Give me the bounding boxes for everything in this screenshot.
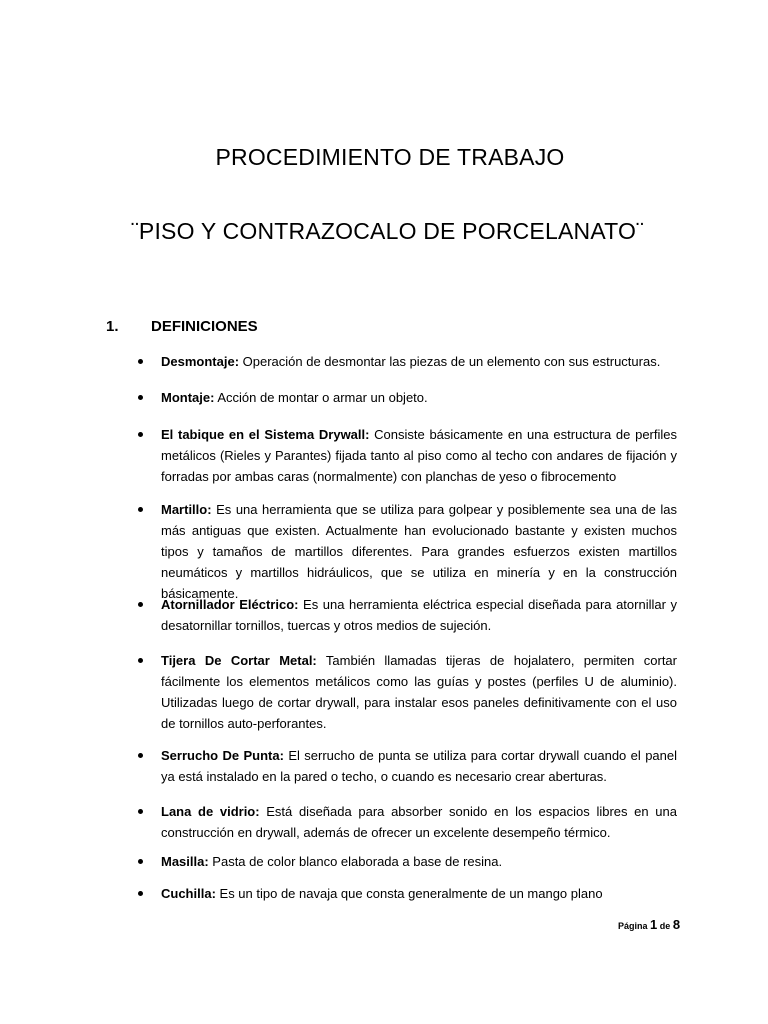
definition-text: El serrucho de punta se utiliza para cortar drywall cuando el panel ya está instalado en la pared o techo, o cuando es necesario crear aberturas.: [161, 748, 677, 784]
bullet-icon: [138, 602, 143, 607]
definition-term: El tabique en el Sistema Drywall:: [161, 427, 370, 442]
definition-term: Atornillador Eléctrico:: [161, 597, 299, 612]
list-item: [140, 351, 677, 372]
bullet-icon: [138, 753, 143, 758]
page-subtitle: ¨PISO Y CONTRAZOCALO DE PORCELANATO¨: [131, 218, 644, 244]
list-item: [140, 745, 677, 787]
definition-text: Es una herramienta que se utiliza para golpear y posiblemente sea una de las más antiguas que existen. Actualmente han evolucionado bastante y existen muchos tipos y tamaños de martillos diferentes. Para grandes esfuerzos existen martillos neumáticos y martillos hidráulicos, que se utiliza en minería y en la construcción básicamente.: [161, 502, 677, 601]
bullet-icon: [138, 859, 143, 864]
definition-term: Masilla:: [161, 854, 209, 869]
page-title: PROCEDIMIENTO DE TRABAJO: [215, 144, 565, 170]
definition-text: También llamadas tijeras de hojalatero, permiten cortar fácilmente los elementos metálicos como las guías y postes (perfiles U de aluminio). Utilizadas luego de cortar drywall, para instalar esos paneles definitivamente con el uso de tornillos auto-perforantes.: [161, 653, 677, 731]
list-item: [140, 883, 677, 904]
bullet-icon: [138, 891, 143, 896]
definition-term: Cuchilla:: [161, 886, 216, 901]
definition-text: Operación de desmontar las piezas de un elemento con sus estructuras.: [239, 354, 661, 369]
section-heading: [106, 318, 258, 335]
bullet-icon: [138, 359, 143, 364]
definition-term: Martillo:: [161, 502, 212, 517]
definition-term: Serrucho De Punta:: [161, 748, 284, 763]
definition-text: Está diseñada para absorber sonido en los espacios libres en una construcción en drywall, además de ofrecer un excelente desempeño térmico.: [161, 804, 678, 840]
definition-term: Desmontaje:: [161, 354, 240, 369]
page-number: 1: [650, 917, 658, 932]
section-title: DEFINICIONES: [151, 318, 258, 335]
bullet-icon: [138, 507, 143, 512]
page-label: Página: [618, 921, 648, 931]
definition-term: Montaje:: [161, 390, 215, 405]
of-label: de: [659, 921, 671, 931]
bullet-icon: [138, 809, 143, 814]
definition-term: Lana de vidrio:: [161, 804, 260, 819]
list-item: [140, 387, 677, 408]
total-pages: 8: [672, 917, 681, 932]
definition-text: Acción de montar o armar un objeto.: [214, 390, 428, 405]
bullet-icon: [138, 395, 143, 400]
definition-text: Es una herramienta eléctrica especial diseñada para atornillar y desatornillar tornillos, tuercas y otros medios de sujeción.: [161, 597, 677, 633]
list-item: [140, 424, 677, 487]
definition-text: Pasta de color blanco elaborada a base de resina.: [208, 854, 503, 869]
definition-text: Consiste básicamente en una estructura de perfiles metálicos (Rieles y Parantes) fijada tanto al piso como al techo con andares de fijación y forradas por ambas caras (normalmente) con planchas de yeso o fibrocemento: [161, 427, 677, 484]
list-item: [140, 594, 677, 636]
list-item: [140, 801, 677, 843]
list-item: [140, 499, 677, 604]
definition-term: Tijera De Cortar Metal:: [161, 653, 317, 668]
bullet-icon: [138, 432, 143, 437]
list-item: [140, 650, 677, 734]
page-footer: [618, 917, 680, 932]
section-number: 1.: [106, 318, 119, 335]
list-item: [140, 851, 677, 872]
definition-text: Es un tipo de navaja que consta generalmente de un mango plano: [215, 886, 603, 901]
bullet-icon: [138, 658, 143, 663]
